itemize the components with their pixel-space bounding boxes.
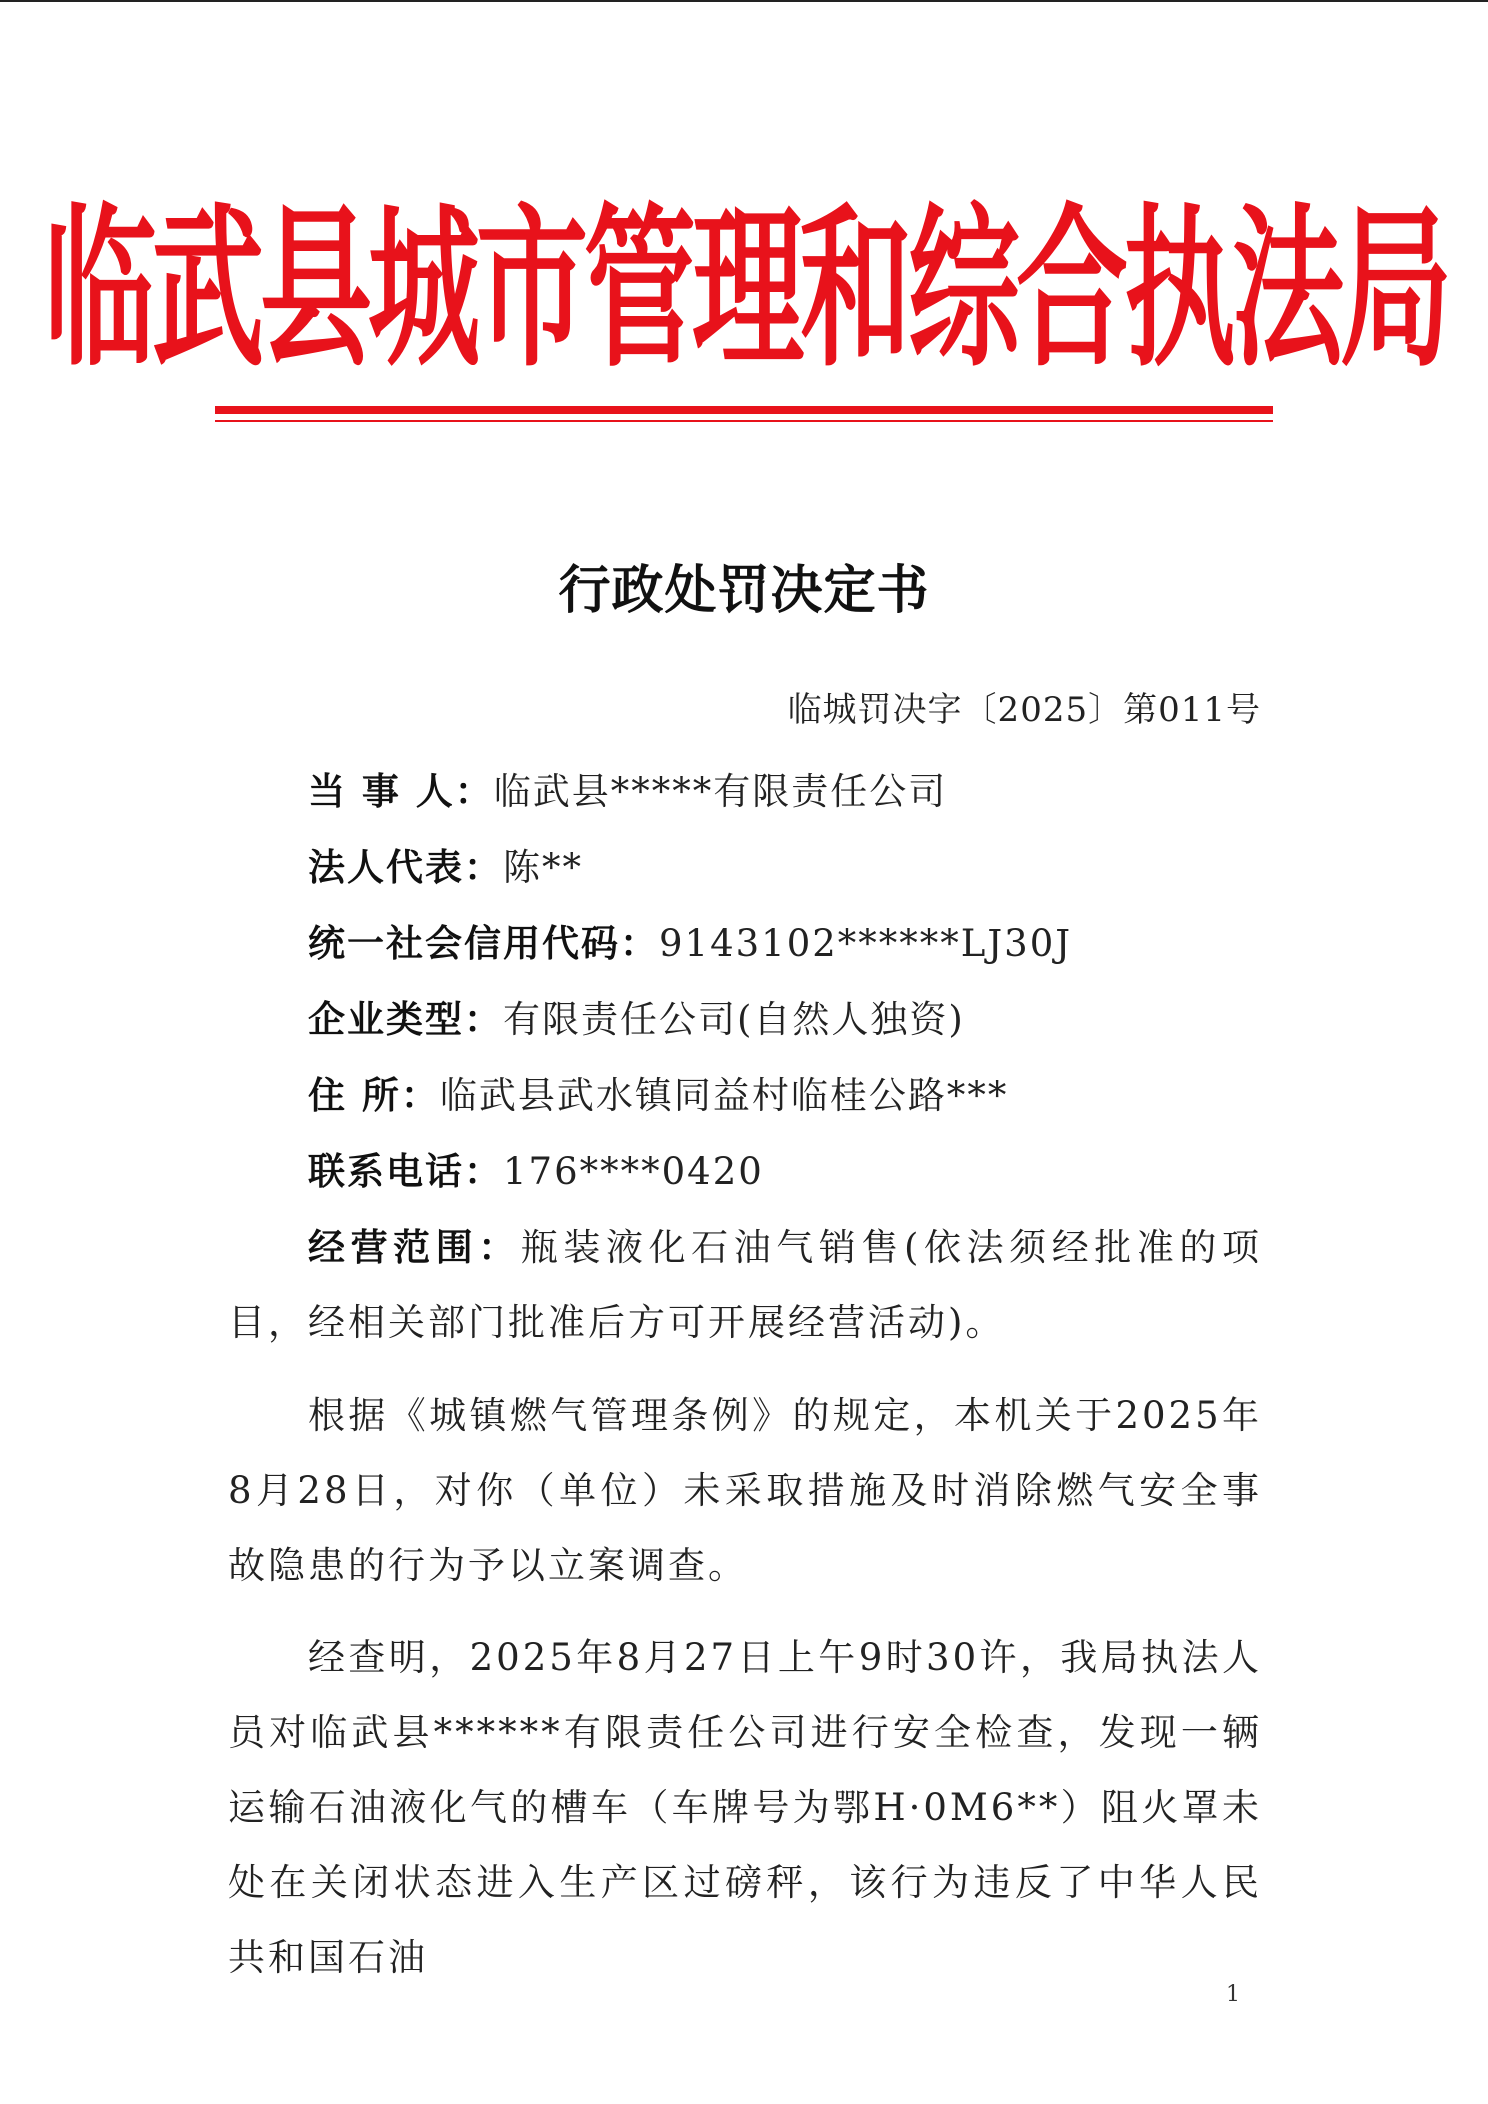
business-scope-paragraph [228, 1210, 1262, 1360]
investigation-findings-paragraph [228, 1620, 1262, 1995]
party-name-value: 临武县*****有限责任公司 [493, 770, 948, 813]
page-number: 1 [1226, 1982, 1240, 2007]
phone-label: 联系电话： [308, 1150, 503, 1193]
enterprise-type-label: 企业类型： [308, 998, 503, 1041]
address-row [308, 1074, 1008, 1118]
credit-code-row [308, 922, 1072, 966]
investigation-findings-text: 经查明，2025年8月27日上午9时30许，我局执法人员对临武县******有限责任公司进行安全检查，发现一辆运输石油液化气的槽车（车牌号为鄂H·0M6**）阻火罩未处在关闭状态进入生产区过磅秤，该行为违反了中华人民共和国石油 [228, 1636, 1262, 1979]
document-title: 行政处罚决定书 [558, 560, 930, 621]
address-label: 住 所： [308, 1074, 440, 1117]
legal-rep-value: 陈** [503, 846, 583, 889]
agency-masthead [44, 175, 1448, 391]
party-name-row [308, 770, 947, 814]
credit-code-value: 9143102******LJ30J [659, 922, 1073, 965]
masthead-rule-thick [215, 406, 1273, 414]
case-filing-text: 根据《城镇燃气管理条例》的规定，本机关于2025年8月28日，对你（单位）未采取措施及时消除燃气安全事故隐患的行为予以立案调查。 [228, 1394, 1262, 1587]
phone-row [308, 1150, 764, 1194]
document-number: 临城罚决字〔2025〕第011号 [787, 690, 1261, 730]
credit-code-label: 统一社会信用代码： [308, 922, 659, 965]
legal-rep-label: 法人代表： [308, 846, 503, 889]
page-top-border [0, 0, 1488, 2]
masthead-rule-thin [215, 420, 1273, 422]
masthead-text: 临武县城市管理和综合执法局 [44, 188, 1448, 391]
enterprise-type-value: 有限责任公司(自然人独资) [503, 998, 965, 1041]
phone-value: 176****0420 [503, 1150, 764, 1193]
legal-rep-row [308, 846, 583, 890]
case-filing-paragraph [228, 1378, 1262, 1603]
business-scope-value: 瓶装液化石油气销售(依法须经批准的项目，经相关部门批准后方可开展经营活动)。 [228, 1226, 1263, 1344]
party-name-label: 当 事 人： [308, 770, 494, 813]
business-scope-label: 经营范围： [308, 1226, 521, 1269]
address-value: 临武县武水镇同益村临桂公路*** [439, 1074, 1009, 1117]
enterprise-type-row [308, 998, 965, 1042]
